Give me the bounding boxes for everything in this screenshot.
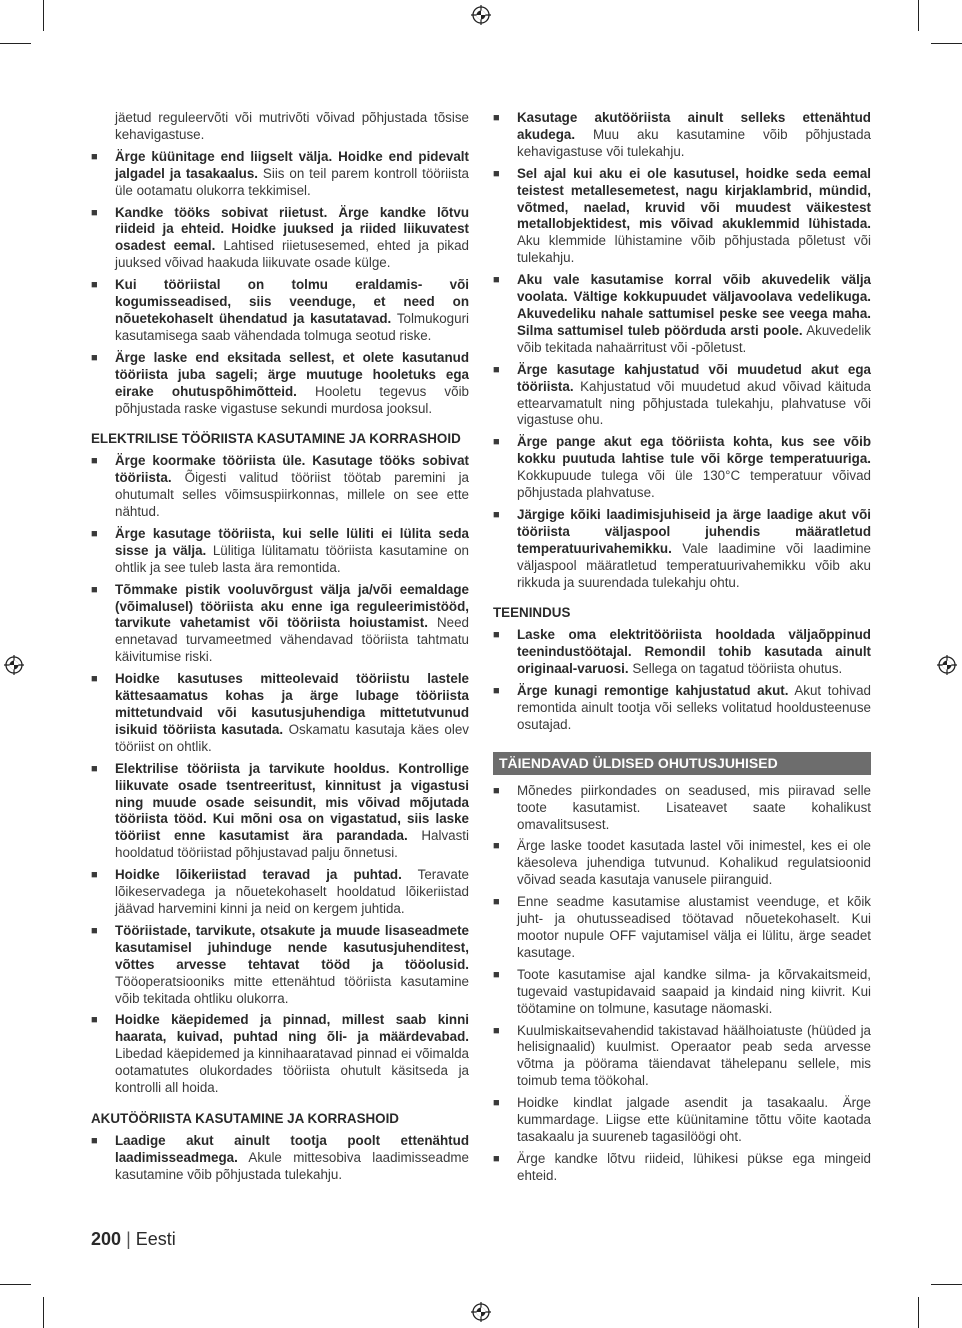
item-emphasis: Elektrilise tööriista ja tarvikute hooldus. Kontrollige liikuvate osade tsentreeritust, kinnitust ja vigastusi ning muude osade seisundit, mis võivad mõjutada tööriista tööd. Kui mõni osa on vigastatud, siis laske tööriist enne kasutamist ära parandada.: [115, 760, 469, 844]
list-item: [91, 350, 469, 418]
bullet-icon: ■: [493, 1152, 500, 1165]
crop-mark: [918, 1297, 919, 1328]
item-text: Tolmukoguri kasutamisega saab vähendada tolmuga seotud riske.: [115, 310, 470, 343]
item-text: Ärge laske toodet kasutada lastel või inimestel, kes ei ole käesoleva juhendiga tutvunud. Kohalikud regulatsioonid võivad seada kasutaja vanusele piiranguid.: [517, 838, 871, 888]
registration-mark-icon: [471, 1302, 491, 1322]
item-text: Halvasti hooldatud tööriistad põhjustavad palju õnnetusi.: [115, 828, 469, 861]
bullet-icon: ■: [91, 869, 98, 882]
item-text: Vale laadimine või laadimine väljaspool määratletud temperatuurivahemikku võib aku rikkuda ja suurendada tulekahju ohtu.: [517, 540, 871, 590]
crop-mark: [43, 1297, 44, 1328]
list-item: [493, 627, 871, 678]
bullet-icon: ■: [91, 924, 98, 937]
list-item: [493, 967, 871, 1018]
list-item: [493, 683, 871, 734]
bullet-icon: ■: [493, 968, 500, 981]
registration-mark-icon: [937, 655, 957, 675]
list-item: [493, 783, 871, 834]
footer-separator: |: [126, 1229, 131, 1249]
bullet-icon: ■: [91, 762, 98, 775]
item-emphasis: Ärge küünitage end liigselt välja. Hoidke end pidevalt jalgadel ja tasakaalus.: [115, 148, 469, 181]
list-item: [91, 205, 469, 273]
item-emphasis: Ärge kunagi remontige kahjustatud akut.: [517, 683, 789, 699]
item-text: Muu aku kasutamine võib põhjustada kehavigastuse või tulekahju.: [517, 126, 871, 159]
bullet-icon: ■: [493, 685, 500, 698]
bullet-icon: ■: [493, 840, 500, 853]
registration-mark-icon: [4, 655, 24, 675]
section-heading-power-tool-use: ELEKTRILISE TÖÖRIISTA KASUTAMINE JA KORRASHOID: [91, 431, 461, 447]
bullet-icon: ■: [493, 167, 500, 180]
crop-mark: [918, 0, 919, 31]
item-text: Akule mittesobiva laadimisseadme kasutamine võib põhjustada tulekahju.: [115, 1149, 469, 1182]
item-text: Akuvedelik võib tekitada nahaärritust või -põletust.: [517, 322, 871, 355]
item-emphasis: Aku vale kasutamise korral võib akuvedelik välja voolata. Vältige kokkupuudet väljavoolava vedelikuga. Akuvedeliku nahale sattumisel peske see veega maha. Silma sattumisel tuleb pöörduda arsti poole.: [517, 272, 871, 338]
bullet-icon: ■: [91, 1014, 98, 1027]
item-text: Õigesti valitud tööriist töötab paremini ja ohutumalt selles võimsuspiirkonnas, millele on see ette nähtud.: [115, 470, 469, 520]
list-item: [91, 582, 469, 667]
bullet-icon: ■: [91, 1134, 98, 1147]
section-heading-battery-tool-use: AKUTÖÖRIISTA KASUTAMINE JA KORRASHOID: [91, 1110, 399, 1126]
list-item: [91, 867, 469, 918]
crop-mark: [931, 43, 962, 44]
item-emphasis: Hoidke lõikeriistad teravad ja puhtad.: [115, 867, 402, 883]
item-text: Lülitiga lülitamatu tööriista kasutamine on ohtlik ja see tuleb lasta ära remontida.: [115, 542, 470, 575]
item-emphasis: Hoidke käepidemed ja pinnad, millest saab kinni haarata, kuivad, puhtad ning õli- ja määrdevabad.: [115, 1012, 469, 1045]
list-item: [91, 526, 469, 577]
list-item: [91, 453, 469, 521]
item-text: Oskamatu kasutaja käes olev tööriist on ohtlik.: [115, 721, 469, 754]
list-item: [91, 671, 469, 756]
list-item: [493, 838, 871, 889]
item-text: Kuulmiskaitsevahendid takistavad häälhoiatuste (hüüded ja helisignaalid) kuulmist. Operaator peab seda arvesse võtma ja pöörama täiendavat tähelepanu sellele, mis toimub tema töökohal.: [517, 1022, 871, 1089]
item-text: Libedad käepidemed ja kinnihaaratavad pinnad ei võimalda ootamatutes olukordades tööriista ohutult käsitseda ja kontrolli all hoida.: [115, 1046, 469, 1096]
bullet-icon: ■: [493, 436, 500, 449]
bullet-icon: ■: [91, 583, 98, 596]
item-emphasis: Ärge laske end eksitada sellest, et olete kasutanud tööriista juba sageli; ärge muutuge hooletuks ega eirake ohutuspõhimõtteid.: [115, 349, 469, 399]
bullet-icon: ■: [493, 784, 500, 797]
item-emphasis: Hoidke kasutuses mitteolevaid tööriistu lastele kättesaamatus kohas ja ärge lubage tööriista mittetundvaid või kasutusjuhendiga mittetutvunud isikuid tööriista kasutada.: [115, 671, 469, 737]
safety-list-power-tool: [91, 453, 469, 1097]
list-item: [493, 272, 871, 357]
list-item: [91, 923, 469, 1008]
item-emphasis: Ärge koormake tööriista üle. Kasutage tööks sobivat tööriista.: [115, 453, 469, 486]
item-emphasis: Laske oma elektritööriista hooldada väljaõppinud teenindustöötajal. Remondil tohib kasutada ainult originaal-varuosi.: [517, 627, 871, 677]
item-emphasis: Kasutage akutööriista ainult selleks ettenähtud akudega.: [517, 110, 871, 142]
registration-mark-icon: [471, 5, 491, 25]
crop-mark: [0, 1284, 31, 1285]
page-number: 200: [91, 1229, 122, 1249]
list-item: [493, 1151, 871, 1185]
safety-list-battery-continued: [493, 110, 871, 591]
bullet-icon: ■: [493, 896, 500, 909]
item-emphasis: Ärge pange akut ega tööriista kohta, kus see võib kokku puutuda lahtise tule või kõrge temperatuuriga.: [517, 434, 871, 467]
item-emphasis: Kui tööriistal on tolmu eraldamis- või kogumisseadised, siis veenduge, et need on nõuetekohaselt ühendatud ja kasutatavad.: [115, 277, 469, 326]
list-item: [493, 362, 871, 430]
bullet-icon: ■: [493, 1097, 500, 1110]
bullet-icon: ■: [91, 527, 98, 540]
item-text: Sellega on tagatud tööriista ohutus.: [628, 661, 843, 677]
item-text: Need ennetavad turvameetmed vähendavad tööriista tahtmatu käivitumise riski.: [115, 615, 469, 665]
item-emphasis: Kandke tööks sobivat riietust. Ärge kandke lõtvu riideid ja ehteid. Hoidke juuksed ja riided liikuvatest osadest eemal.: [115, 204, 469, 254]
section-heading-service: TEENINDUS: [493, 605, 571, 621]
item-text: Siis on teil parem kontroll tööriista üle ootamatu olukorra tekkimisel.: [115, 165, 469, 198]
bullet-icon: ■: [91, 279, 98, 292]
bullet-icon: ■: [493, 274, 500, 287]
list-item: [91, 149, 469, 200]
item-emphasis: Tööriistade, tarvikute, otsakute ja muude lisaseadmete kasutamisel juhinduge nende kasutusjuhenditest, võttes arvesse tehtavat tööd ja tööolusid.: [115, 922, 469, 972]
safety-list-additional: [493, 783, 871, 1185]
item-emphasis: Laadige akut ainult tootja poolt ettenähtud laadimisseadmega.: [115, 1132, 469, 1165]
bullet-icon: ■: [91, 351, 98, 364]
bullet-icon: ■: [91, 150, 98, 163]
intro-paragraph: jäetud reguleervõti või mutrivõti võivad põhjustada tõsise kehavigastuse.: [115, 110, 469, 142]
list-item: [91, 277, 469, 345]
page-footer: [91, 1229, 176, 1250]
section-title-additional-safety: TÄIENDAVAD ÜLDISED OHUTUSJUHISED: [493, 752, 871, 775]
item-text: Kahjustatud või muudetud akud võivad käituda ettearvamatult ning põhjustada tulekahju, plahvatuse või vigastuse ohu.: [517, 378, 871, 428]
bullet-icon: ■: [91, 206, 98, 219]
safety-list-service: [493, 627, 871, 733]
item-text: Tööoperatsiooniks mitte ettenähtud tööriista kasutamine võib tekitada ohtliku olukorra.: [115, 973, 469, 1006]
item-text: Hoidke kindlat jalgade asendit ja tasakaalu. Ärge kummardage. Liigse ette küünitamine tõttu võite kaotada tasakaalu ja suureneb tagasilöögi oht.: [517, 1095, 871, 1144]
item-text: Lahtised riietusesemed, ehted ja pikad juuksed võivad haakuda liikuvate osade külge.: [115, 238, 469, 271]
list-item: [493, 110, 871, 161]
crop-mark: [43, 0, 44, 31]
bullet-icon: ■: [493, 112, 500, 124]
list-item: [493, 894, 871, 962]
left-column: [91, 110, 469, 1189]
list-item: [91, 1012, 469, 1097]
item-emphasis: Sel ajal kui aku ei ole kasutusel, hoidke seda eemal teistest metallesemetest, nagu kirjaklambrid, mündid, võtmed, naelad, kruvid või muudest väikestest metallobjektidest, mis võivad akuklemmid lühistada.: [517, 165, 871, 232]
bullet-icon: ■: [91, 673, 98, 686]
bullet-icon: ■: [493, 363, 500, 376]
item-text: Aku klemmide lühistamine võib põhjustada põletust või tulekahju.: [517, 233, 871, 266]
bullet-icon: ■: [493, 1024, 500, 1037]
list-item: [493, 1023, 871, 1091]
crop-mark: [0, 43, 31, 44]
item-text: Enne seadme kasutamise alustamist veenduge, et kõik juht- ja ohutusseadised töötavad nõuetekohaselt. Kui mootor nupule OFF vajutamisel välja ei lülitu, ärge seadet kasutage.: [517, 894, 871, 960]
list-item: [493, 434, 871, 502]
list-item: [493, 1095, 871, 1146]
safety-list-personal: [91, 149, 469, 418]
item-emphasis: Järgige kõiki laadimisjuhiseid ja ärge laadige akut või tööriista väljaspool juhendis määratletud temperatuurivahemikku.: [517, 506, 871, 556]
list-item: [493, 507, 871, 592]
bullet-icon: ■: [493, 508, 500, 521]
item-text: Mõnedes piirkondades on seadused, mis piiravad selle toote kasutamist. Lisateavet saate kohalikust omavalitsusest.: [517, 782, 871, 832]
list-item: [493, 166, 871, 267]
list-item: [91, 1133, 469, 1184]
item-emphasis: Ärge kasutage tööriista, kui selle lüliti ei lülita seda sisse ja välja.: [115, 525, 469, 558]
item-text: Akut tohivad remontida ainult tootja või selleks volitatud hooldusteenuse osutajad.: [517, 683, 871, 732]
item-text: Ärge kandke lõtvu riideid, lühikesi pükse ega mingeid ehteid.: [517, 1150, 871, 1183]
item-emphasis: Tõmmake pistik vooluvõrgust välja ja/või eemaldage (võimalusel) tööriista aku enne iga reguleerimistööd, tarvikute vahetamist või tööriista hoiustamist.: [115, 581, 469, 631]
item-text: Hooletu tegevus võib põhjustada raske vigastuse sekundi murdosa jooksul.: [115, 383, 469, 416]
item-text: Teravate lõikeservadega ja nõuetekohaselt hooldatud lõikeriistad jäävad harvemini kinni ja neid on kergem juhtida.: [115, 867, 469, 916]
item-text: Toote kasutamise ajal kandke silma- ja kõrvakaitsmeid, tugevaid vastupidavaid saapaid ja kindaid ning kiivrit. Kui töötamine on tolmune, kasutage näomaski.: [517, 966, 871, 1016]
bullet-icon: ■: [91, 455, 98, 468]
footer-language: Eesti: [135, 1229, 176, 1249]
crop-mark: [931, 1284, 962, 1285]
right-column: [493, 110, 871, 1190]
list-item: [91, 761, 469, 862]
safety-list-battery: [91, 1133, 469, 1184]
bullet-icon: ■: [493, 629, 500, 642]
item-emphasis: Ärge kasutage kahjustatud või muudetud akut ega tööriista.: [517, 361, 871, 394]
item-text: Kokkupuude tulega või üle 130°C temperatuur võivad põhjustada plahvatuse.: [517, 468, 871, 501]
